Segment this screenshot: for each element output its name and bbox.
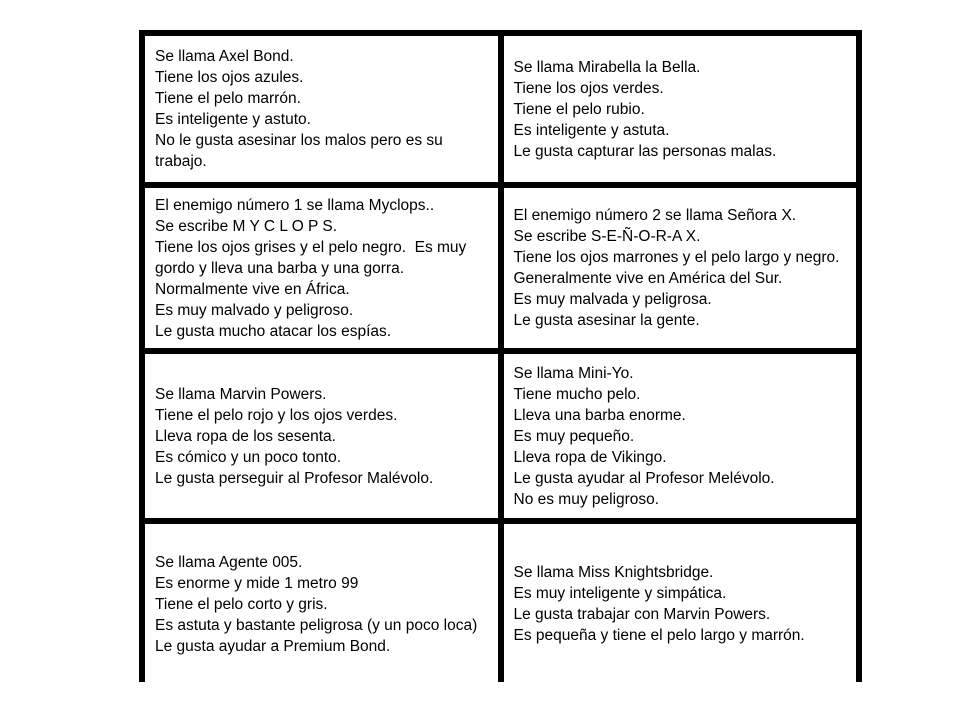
card-mini-yo xyxy=(504,354,857,518)
card-line: Es muy inteligente y simpática. xyxy=(513,585,727,602)
card-line: Tiene los ojos grises y el pelo negro. Es muy gordo y lleva una barba y una gorra. xyxy=(155,238,471,277)
character-card-grid xyxy=(139,30,862,682)
card-line: Se llama Marvin Powers. xyxy=(155,385,327,403)
card-agente-005 xyxy=(145,524,498,684)
card-line: Es enorme y mide 1 metro 99 xyxy=(155,574,359,592)
card-line: Tiene el pelo rubio. xyxy=(513,100,645,118)
card-miss-knightsbridge xyxy=(504,524,857,684)
card-line: Le gusta trabajar con Marvin Powers. xyxy=(513,606,771,623)
card-line: Es astuta y bastante peligrosa (y un poco loca) xyxy=(155,616,478,634)
card-line: Le gusta asesinar la gente. xyxy=(513,312,700,329)
card-line: Tiene el pelo corto y gris. xyxy=(155,595,328,613)
card-line: Es muy malvada y peligrosa. xyxy=(513,291,712,308)
card-line: Lleva una barba enorme. xyxy=(513,406,686,424)
card-marvin-powers xyxy=(145,354,498,518)
card-line: Le gusta mucho atacar los espías. xyxy=(155,322,392,340)
card-line: Es muy malvado y peligroso. xyxy=(155,301,354,319)
card-line: No le gusta asesinar los malos pero es su trabajo. xyxy=(155,132,448,170)
card-line: Tiene los ojos azules. xyxy=(155,69,304,86)
card-line: Se escribe S-E-Ñ-O-R-A X. xyxy=(513,228,701,245)
card-line: Se llama Mini-Yo. xyxy=(513,364,634,382)
card-line: Es inteligente y astuto. xyxy=(155,111,311,128)
card-line: Tiene los ojos verdes. xyxy=(513,79,664,97)
card-line: Es muy pequeño. xyxy=(513,427,635,445)
card-line: Es inteligente y astuta. xyxy=(513,121,670,139)
card-line: Tiene los ojos marrones y el pelo largo y negro. xyxy=(513,249,840,266)
card-line: Lleva ropa de Vikingo. xyxy=(513,448,667,466)
card-line: Le gusta ayudar al Profesor Melévolo. xyxy=(513,469,775,487)
card-line: Le gusta perseguir al Profesor Malévolo. xyxy=(155,469,434,487)
card-line: Le gusta capturar las personas malas. xyxy=(513,142,777,160)
card-line: Se llama Agente 005. xyxy=(155,553,303,571)
card-line: Se llama Mirabella la Bella. xyxy=(513,58,701,76)
card-line: No es muy peligroso. xyxy=(513,490,660,508)
card-line: El enemigo número 2 se llama Señora X. xyxy=(513,207,797,224)
card-line: Tiene el pelo marrón. xyxy=(155,90,301,107)
card-myclops xyxy=(145,188,498,348)
card-line: Tiene mucho pelo. xyxy=(513,385,641,403)
card-line: Lleva ropa de los sesenta. xyxy=(155,427,336,445)
card-line: Tiene el pelo rojo y los ojos verdes. xyxy=(155,406,398,424)
card-line: Normalmente vive en África. xyxy=(155,280,350,298)
card-line: Es pequeña y tiene el pelo largo y marrón. xyxy=(513,627,805,644)
card-axel-bond xyxy=(145,36,498,182)
card-line: Le gusta ayudar a Premium Bond. xyxy=(155,637,391,655)
card-line: Generalmente vive en América del Sur. xyxy=(513,270,783,287)
card-line: Se escribe M Y C L O P S. xyxy=(155,217,338,235)
card-line: Se llama Axel Bond. xyxy=(155,48,294,65)
card-senora-x xyxy=(504,188,857,348)
card-line: Es cómico y un poco tonto. xyxy=(155,448,342,466)
card-mirabella xyxy=(504,36,857,182)
card-line: Se llama Miss Knightsbridge. xyxy=(513,564,714,581)
card-line: El enemigo número 1 se llama Myclops.. xyxy=(155,196,435,214)
